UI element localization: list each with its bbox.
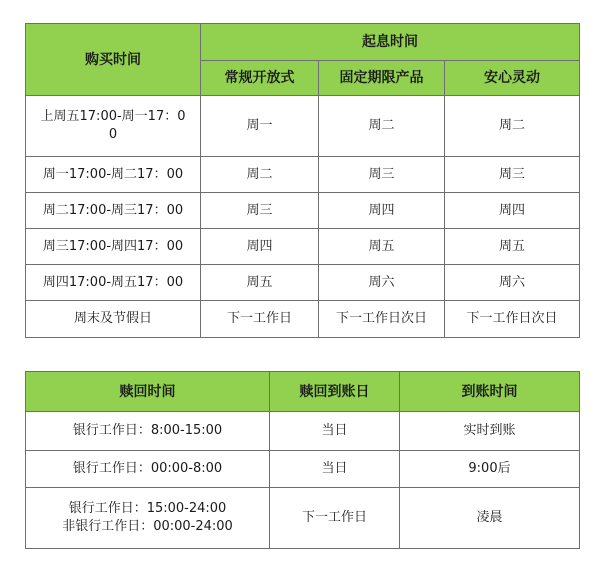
start-day-cell: 周四 xyxy=(201,229,319,265)
start-day-cell: 周六 xyxy=(319,265,445,301)
purchase-time-cell: 周四17:00-周五17：00 xyxy=(26,265,201,301)
arrival-time-cell: 凌晨 xyxy=(400,488,580,549)
header-arrival-time: 到账时间 xyxy=(400,372,580,412)
start-day-cell: 周五 xyxy=(319,229,445,265)
start-day-cell: 周一 xyxy=(201,96,319,157)
subheader-anxin-lingdong: 安心灵动 xyxy=(445,61,580,96)
table-row xyxy=(26,193,580,229)
arrival-day-cell: 下一工作日 xyxy=(270,488,400,549)
table-row xyxy=(26,301,580,338)
start-day-cell: 周三 xyxy=(201,193,319,229)
start-day-cell: 周三 xyxy=(445,157,580,193)
purchase-time-cell: 上周五17:00-周一17：00 xyxy=(26,96,201,157)
subheader-regular-open: 常规开放式 xyxy=(201,61,319,96)
start-day-cell: 下一工作日 xyxy=(201,301,319,338)
table-row xyxy=(26,412,580,451)
arrival-time-cell: 实时到账 xyxy=(400,412,580,451)
start-day-cell: 下一工作日次日 xyxy=(445,301,580,338)
purchase-time-cell: 周二17:00-周三17：00 xyxy=(26,193,201,229)
header-row xyxy=(26,372,580,412)
table-row xyxy=(26,157,580,193)
header-purchase-time: 购买时间 xyxy=(26,24,201,96)
start-day-cell: 周五 xyxy=(445,229,580,265)
start-day-cell: 下一工作日次日 xyxy=(319,301,445,338)
arrival-time-cell: 9:00后 xyxy=(400,451,580,488)
purchase-schedule-table xyxy=(25,23,580,338)
arrival-day-cell: 当日 xyxy=(270,451,400,488)
start-day-cell: 周四 xyxy=(319,193,445,229)
subheader-fixed-term: 固定期限产品 xyxy=(319,61,445,96)
header-redeem-time: 赎回时间 xyxy=(26,372,270,412)
redeem-time-cell: 银行工作日：00:00-8:00 xyxy=(26,451,270,488)
start-day-cell: 周二 xyxy=(445,96,580,157)
redeem-time-line: 非银行工作日：00:00-24:00 xyxy=(62,519,233,534)
header-start-time: 起息时间 xyxy=(201,24,580,61)
start-day-cell: 周五 xyxy=(201,265,319,301)
start-day-cell: 周六 xyxy=(445,265,580,301)
table-row xyxy=(26,488,580,549)
table-row xyxy=(26,96,580,157)
start-day-cell: 周四 xyxy=(445,193,580,229)
table-row xyxy=(26,265,580,301)
table-row xyxy=(26,451,580,488)
header-redeem-arrival-day: 赎回到账日 xyxy=(270,372,400,412)
start-day-cell: 周三 xyxy=(319,157,445,193)
table-row xyxy=(26,229,580,265)
start-day-cell: 周二 xyxy=(201,157,319,193)
purchase-time-cell: 周一17:00-周二17：00 xyxy=(26,157,201,193)
purchase-time-cell: 周末及节假日 xyxy=(26,301,201,338)
purchase-time-cell: 周三17:00-周四17：00 xyxy=(26,229,201,265)
redeem-time-line: 银行工作日：15:00-24:00 xyxy=(68,501,227,516)
redemption-schedule-table xyxy=(25,371,580,549)
redeem-time-cell: 银行工作日：8:00-15:00 xyxy=(26,412,270,451)
redeem-time-cell xyxy=(26,488,270,549)
start-day-cell: 周二 xyxy=(319,96,445,157)
arrival-day-cell: 当日 xyxy=(270,412,400,451)
header-row xyxy=(26,24,580,61)
